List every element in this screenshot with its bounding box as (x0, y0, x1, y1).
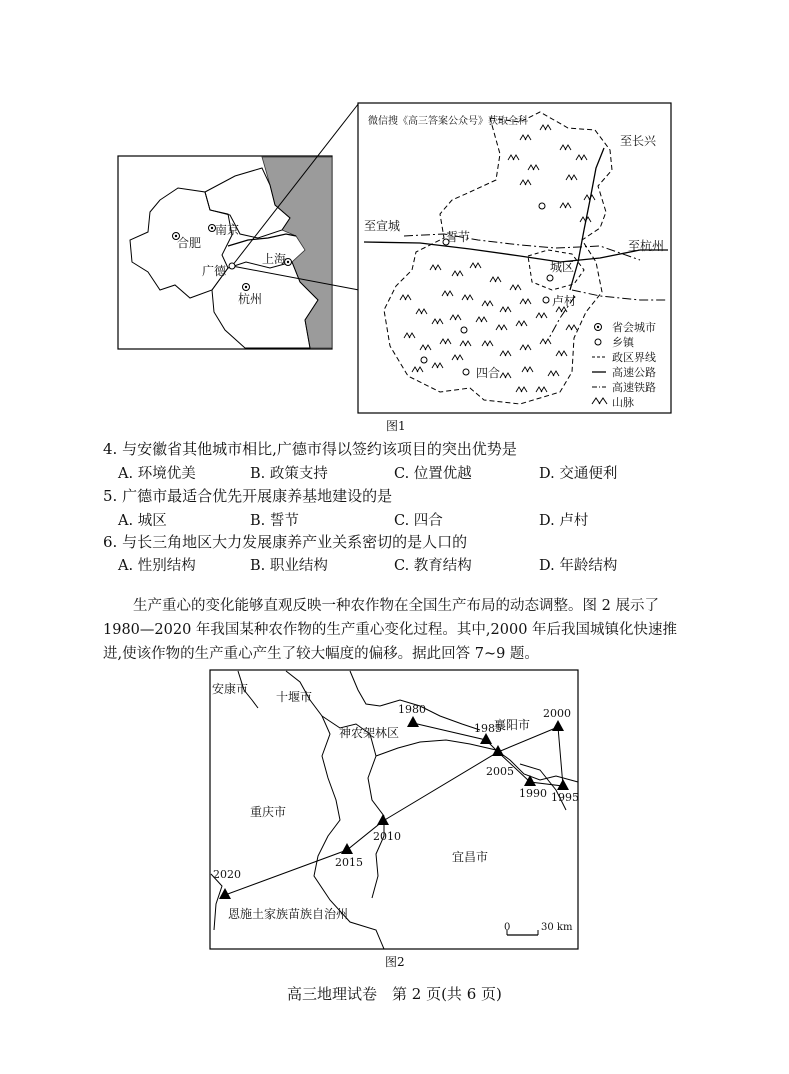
legend-label-mountain: 山脉 (612, 396, 634, 409)
figure2-caption: 图2 (385, 955, 405, 969)
legend-label-boundary: 政区界线 (612, 351, 656, 364)
page-footer: 高三地理试卷 第 2 页(共 6 页) (287, 985, 502, 1003)
question-6-option-a: A. 性别结构 (118, 558, 196, 574)
question-5-option-a: A. 城区 (118, 513, 167, 529)
passage-line-1: 生产重心的变化能够直观反映一种农作物在全国生产布局的动态调整。图 2 展示了 (133, 598, 659, 614)
question-5-option-d: D. 卢村 (539, 513, 589, 529)
question-5-stem: 5. 广德市最适合优先开展康养基地建设的是 (103, 487, 393, 505)
inset-label-hangzhou: 杭州 (238, 292, 263, 306)
question-4-option-b: B. 政策支持 (250, 466, 328, 482)
question-4-option-c: C. 位置优越 (394, 466, 472, 482)
question-6-option-b: B. 职业结构 (250, 558, 328, 574)
legend-label-city: 省会城市 (612, 321, 656, 334)
year-label-2015: 2015 (335, 856, 363, 869)
inset-label-shanghai: 上海 (262, 252, 287, 266)
year-label-2020: 2020 (213, 868, 241, 881)
inset-label-hefei: 合肥 (177, 236, 202, 250)
label-shijie: 誓节 (446, 230, 471, 244)
label-zhi-changxing: 至长兴 (620, 134, 657, 148)
question-5-option-b: B. 誓节 (250, 513, 299, 529)
label-lucun: 卢村 (552, 294, 577, 308)
label-zhi-hangzhou: 至杭州 (628, 239, 665, 253)
passage-line-2: 1980—2020 年我国某种农作物的生产重心变化过程。其中,2000 年后我国城镇化快速推 (103, 622, 678, 638)
question-4-stem: 4. 与安徽省其他城市相比,广德市得以签约该项目的突出优势是 (103, 440, 517, 458)
scale-zero: 0 (504, 922, 511, 933)
year-label-2000: 2000 (543, 707, 571, 720)
label-chongqing: 重庆市 (250, 805, 287, 819)
year-label-2010: 2010 (373, 830, 401, 843)
label-enshi: 恩施土家族苗族自治州 (228, 907, 349, 921)
figure1-caption: 图1 (386, 419, 406, 433)
label-ankang: 安康市 (212, 682, 249, 696)
question-6-option-c: C. 教育结构 (394, 558, 472, 574)
label-yichang: 宜昌市 (452, 850, 489, 864)
inset-label-guangde: 广德 (202, 264, 227, 278)
watermark-text: 微信搜《高三答案公众号》获取全科 (368, 116, 528, 127)
question-5-option-c: C. 四合 (394, 513, 443, 529)
question-6-stem: 6. 与长三角地区大力发展康养产业关系密切的是人口的 (103, 533, 468, 551)
year-label-1985: 1985 (474, 722, 502, 735)
year-label-1995: 1995 (551, 791, 579, 804)
label-chengqu: 城区 (550, 260, 575, 274)
year-label-1980: 1980 (398, 703, 426, 716)
label-shennongjia: 神农架林区 (339, 726, 400, 740)
question-6-option-d: D. 年龄结构 (539, 558, 618, 574)
legend-label-highway: 高速公路 (612, 366, 656, 379)
scale-length: 30 km (541, 922, 573, 933)
label-zhi-xuancheng: 至宣城 (364, 219, 401, 233)
label-xiangyang: 襄阳市 (494, 718, 531, 732)
legend-label-town: 乡镇 (612, 336, 634, 349)
passage-line-3: 进,使该作物的生产重心产生了较大幅度的偏移。据此回答 7~9 题。 (103, 646, 539, 662)
label-sihe: 四合 (476, 366, 501, 380)
label-shiyan: 十堰市 (276, 690, 313, 704)
year-label-2005: 2005 (486, 765, 514, 778)
legend-label-railway: 高速铁路 (612, 381, 656, 394)
question-4-option-a: A. 环境优美 (118, 466, 196, 482)
inset-label-nanjing: 南京 (215, 223, 240, 237)
year-label-1990: 1990 (519, 787, 547, 800)
question-4-option-d: D. 交通便利 (539, 466, 618, 482)
